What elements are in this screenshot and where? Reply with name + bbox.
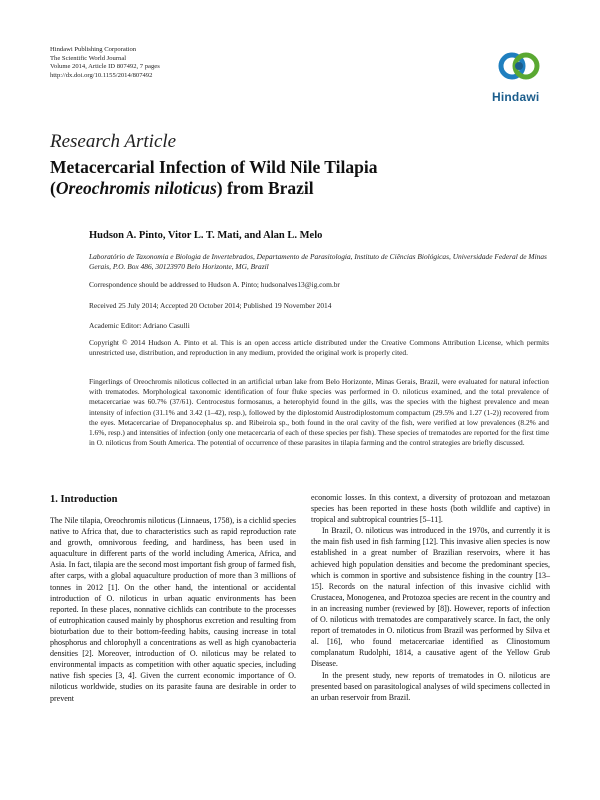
academic-editor: Academic Editor: Adriano Casulli [89, 321, 190, 330]
affiliation: Laboratório de Taxonomia e Biologia de Invertebrados, Departamento de Parasitologia, Instituto de Ciências Biológicas, Universidade Federal de Minas Gerais, P.O. Box 486, 30123970 Belo Horizonte, MG, Brazil [89, 252, 547, 271]
title-line-1: Metacercarial Infection of Wild Nile Tilapia [50, 157, 378, 177]
title-rest: ) from Brazil [216, 178, 314, 198]
article-type: Research Article [50, 131, 177, 152]
hindawi-logo-text: Hindawi [492, 90, 540, 104]
copyright-notice: Copyright © 2014 Hudson A. Pinto et al. This is an open access article distributed under the Creative Commons Attribution License, which permits unrestricted use, distribution, and reproduction in any medium, provided the original work is properly cited. [89, 338, 549, 357]
correspondence: Correspondence should be addressed to Hudson A. Pinto; hudsonalves13@ig.com.br [89, 280, 340, 289]
paragraph: economic losses. In this context, a diversity of protozoan and metazoan species has been reported in these hosts (both wildlife and captive) in tropical and subtropical countries [5–11]. [311, 493, 550, 525]
section-title: 1. Introduction [50, 494, 118, 505]
author-list: Hudson A. Pinto, Vitor L. T. Mati, and Alan L. Melo [89, 230, 323, 241]
journal-header [50, 46, 160, 80]
title-open-paren: ( [50, 178, 56, 198]
article-title [50, 157, 550, 199]
title-line-2 [50, 178, 550, 199]
publication-dates: Received 25 July 2014; Accepted 20 October 2014; Published 19 November 2014 [89, 301, 332, 310]
paragraph: In the present study, new reports of trematodes in O. niloticus are presented based on parasitological analyses of wild specimens collected in an urban reservoir from Brazil. [311, 670, 550, 702]
title-species: Oreochromis niloticus [55, 178, 217, 198]
abstract: Fingerlings of Oreochromis niloticus collected in an artificial urban lake from Belo Horizonte, Minas Gerais, Brazil, were evaluated for natural infection with trematodes. Morphological taxonomic identification of four fluke species was performed in O. niloticus examined, and the total prevalence of metacercariae was 60.7% (37/61). Centrocestus formosanus, a heterophyid found in the gills, was the species with the highest prevalence and mean intensity of infection (31.1% and 3.42 (1–42), resp.), followed by the diplostomid Austrodiplostomum compactum (29.5% and 1.27 (1-2)) recovered from the eyes. Metacercariae of Drepanocephalus sp. and Ribeiroia sp., both found in the oral cavity of the fish, were verified at low prevalences (8.2% and 1.6%, resp.) and intensities of infection (only one metacercaria of each of these species per fish). These species of trematodes are reported for the first time in O. niloticus from South America. The potential of occurrence of these parasites in tilapia farming and the control strategies are briefly discussed. [89, 377, 549, 448]
publisher-name: Hindawi Publishing Corporation [50, 46, 137, 53]
journal-name: The Scientific World Journal [50, 54, 127, 62]
doi-link[interactable]: http://dx.doi.org/10.1155/2014/807492 [50, 71, 153, 79]
paragraph: In Brazil, O. niloticus was introduced in the 1970s, and currently it is the main fish used in fish farming [12]. This invasive alien species is now established in a great number of Brazilian reservoirs, where it has achieved high population densities and become the predominant species, which is common in sportive and subsistence fishing in the country [13–15]. Records on the natural infection of this invasive cichlid with Crustacea, Monogenea, and Protozoa species are recent in the country and in an increasing number (reviewed by [8]). However, reports of infection of O. niloticus with trematodes are comparatively scarce. In fact, the only report of trematodes in O. niloticus from Brazil was performed by Silva et al. [16], who found metacercariae identified as Clinostomum complanatum Rudolphi, 1814, a causative agent of the Yellow Grub Disease. [311, 526, 550, 669]
paragraph: The Nile tilapia, Oreochromis niloticus (Linnaeus, 1758), is a cichlid species native to Africa that, due to characteristics such as rapid reproduction rate and growth, omnivorous feeding, and hardiness, has been used in aquaculture in different parts of the world including America, Africa, and Asia. In fact, tilapia are the second most important fish group of farmed fish, after carps, with a global aquaculture production of more than 3 millions of tonnes in 2012 [1]. On the other hand, the intentional or accidental introduction of O. niloticus in urban aquatic environments has been reported. In these places, nonnative cichlids can contribute to the processes of eutrophication caused mainly by phosphorus excretion and resulting from bioturbation due to their bottom-feeding habits, causing increase in total phosphorus and chlorophyll a concentrations as well as high cyanobacteria densities [2]. Moreover, introduction of O. niloticus may be related to environmental impacts as competition with other aquatic species, including native fish species [3, 4]. Given the current economic importance of O. niloticus worldwide, studies on its parasite fauna are desirable in order to prevent [50, 516, 296, 703]
right-column [311, 492, 550, 703]
left-column [50, 515, 296, 704]
volume-info: Volume 2014, Article ID 807492, 7 pages [50, 63, 160, 71]
